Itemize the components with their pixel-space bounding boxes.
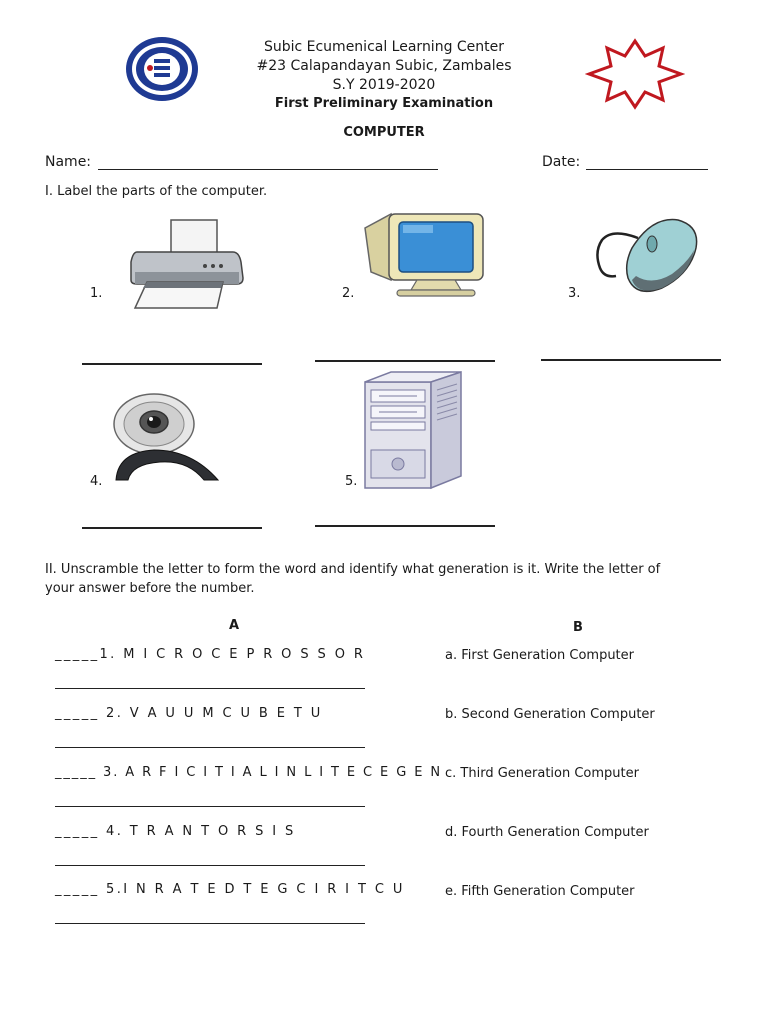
answer-line-5[interactable]: [315, 525, 495, 527]
question-3: _____ 3. A R F I C I T I A L I N L I T E C E G E N: [55, 765, 442, 780]
column-b-header: B: [573, 620, 583, 635]
question-answer-line-4[interactable]: [55, 865, 365, 866]
school-address: #23 Calapandayan Subic, Zambales: [256, 58, 512, 74]
system-unit-icon: [361, 370, 465, 490]
item-number-5: 5.: [345, 474, 358, 489]
answer-line-4[interactable]: [82, 527, 262, 529]
answer-choice-b: b. Second Generation Computer: [445, 707, 655, 722]
answer-line-3[interactable]: [541, 359, 721, 361]
name-field[interactable]: [98, 169, 438, 170]
answer-choice-e: e. Fifth Generation Computer: [445, 884, 635, 899]
question-4: _____ 4. T R A N T O R S I S: [55, 824, 296, 839]
printer-icon: [127, 218, 245, 310]
school-year: S.Y 2019-2020: [332, 77, 436, 93]
name-label: Name:: [45, 154, 92, 170]
mouse-icon: [592, 214, 702, 294]
date-field[interactable]: [586, 169, 708, 170]
date-label: Date:: [542, 154, 581, 170]
item-number-1: 1.: [90, 286, 103, 301]
answer-line-1[interactable]: [82, 363, 262, 365]
webcam-icon: [108, 390, 220, 488]
monitor-icon: [361, 210, 487, 298]
question-answer-line-5[interactable]: [55, 923, 365, 924]
item-number-2: 2.: [342, 286, 355, 301]
answer-line-2[interactable]: [315, 360, 495, 362]
school-name: Subic Ecumenical Learning Center: [263, 39, 505, 55]
part1-instruction: I. Label the parts of the computer.: [45, 184, 268, 199]
question-answer-line-1[interactable]: [55, 688, 365, 689]
question-1: _____1. M I C R O C E P R O S S O R: [55, 647, 366, 662]
answer-choice-d: d. Fourth Generation Computer: [445, 825, 649, 840]
question-answer-line-3[interactable]: [55, 806, 365, 807]
question-answer-line-2[interactable]: [55, 747, 365, 748]
exam-title: First Preliminary Examination: [274, 96, 494, 111]
question-5: _____ 5.I N R A T E D T E G C I R I T C U: [55, 882, 405, 897]
part2-instruction-line1: II. Unscramble the letter to form the word and identify what generation is it. Write the letter of: [45, 562, 661, 577]
item-number-3: 3.: [568, 286, 581, 301]
answer-choice-a: a. First Generation Computer: [445, 648, 635, 663]
part2-instruction-line2: your answer before the number.: [45, 581, 255, 596]
answer-choice-c: c. Third Generation Computer: [445, 766, 639, 781]
item-number-4: 4.: [90, 474, 103, 489]
column-a-header: A: [229, 618, 240, 633]
question-2: _____ 2. V A U U M C U B E T U: [55, 706, 323, 721]
subject-title: COMPUTER: [343, 125, 425, 140]
